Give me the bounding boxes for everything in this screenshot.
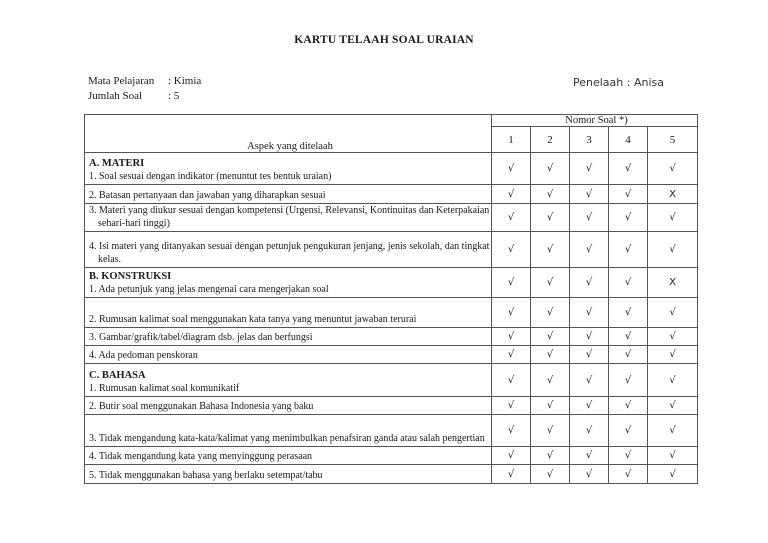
- aspect-item-text: 3. Materi yang diukur sesuai dengan kompetensi (Urgensi, Relevansi, Kontinuitas dan Keterpakaian sehari-hari tinggi): [89, 205, 490, 229]
- check-mark: √: [492, 397, 531, 415]
- check-mark: √: [609, 204, 648, 232]
- check-mark: √: [609, 447, 648, 465]
- check-mark: √: [570, 185, 609, 204]
- check-mark: √: [492, 364, 531, 397]
- aspect-cell: [85, 153, 492, 185]
- aspect-item-text: 4. Ada pedoman penskoran: [89, 350, 198, 361]
- check-mark: √: [492, 185, 531, 204]
- check-mark: √: [609, 364, 648, 397]
- table-row: [85, 328, 698, 346]
- cross-mark: X: [648, 268, 698, 298]
- aspect-item-text: 3. Gambar/grafik/tabel/diagram dsb. jelas dan berfungsi: [89, 332, 313, 343]
- table-row: [85, 204, 698, 232]
- aspect-item-text: 3. Tidak mengandung kata-kata/kalimat yang menimbulkan penafsiran ganda atau salah pengertian: [89, 433, 485, 444]
- aspect-cell: [85, 364, 492, 397]
- table-row: [85, 346, 698, 364]
- aspect-cell: [85, 298, 492, 328]
- check-mark: √: [648, 415, 698, 447]
- nomor-soal-header: Nomor Soal *): [492, 115, 698, 127]
- check-mark: √: [531, 153, 570, 185]
- section-heading: B. KONSTRUKSI: [89, 271, 172, 282]
- document-title: KARTU TELAAH SOAL URAIAN: [294, 34, 474, 46]
- check-mark: √: [609, 397, 648, 415]
- aspect-cell: [85, 447, 492, 465]
- subject-value: : Kimia: [168, 75, 202, 87]
- check-mark: √: [570, 415, 609, 447]
- aspect-cell: [85, 268, 492, 298]
- check-mark: √: [570, 298, 609, 328]
- check-mark: √: [609, 232, 648, 268]
- check-mark: √: [492, 346, 531, 364]
- aspect-cell: [85, 185, 492, 204]
- question-number: 5: [648, 127, 698, 153]
- question-number: 1: [492, 127, 531, 153]
- check-mark: √: [609, 346, 648, 364]
- aspect-header: Aspek yang ditelaah: [85, 115, 492, 153]
- check-mark: √: [531, 447, 570, 465]
- check-mark: √: [492, 268, 531, 298]
- check-mark: √: [570, 232, 609, 268]
- table-row: [85, 185, 698, 204]
- check-mark: √: [648, 153, 698, 185]
- check-mark: √: [648, 465, 698, 484]
- count-label: Jumlah Soal: [88, 90, 143, 102]
- check-mark: √: [609, 268, 648, 298]
- check-mark: √: [492, 465, 531, 484]
- aspect-item-text: 2. Butir soal menggunakan Bahasa Indonesia yang baku: [89, 401, 314, 412]
- check-mark: √: [570, 268, 609, 298]
- aspect-cell: [85, 328, 492, 346]
- check-mark: √: [609, 415, 648, 447]
- check-mark: √: [531, 397, 570, 415]
- check-mark: √: [531, 268, 570, 298]
- aspect-cell: [85, 346, 492, 364]
- check-mark: √: [648, 204, 698, 232]
- review-table: [84, 114, 698, 484]
- check-mark: √: [531, 415, 570, 447]
- check-mark: √: [570, 465, 609, 484]
- aspect-cell: [85, 397, 492, 415]
- count-value: : 5: [168, 90, 180, 102]
- check-mark: √: [570, 397, 609, 415]
- check-mark: √: [531, 328, 570, 346]
- check-mark: √: [492, 328, 531, 346]
- check-mark: √: [570, 346, 609, 364]
- aspect-item-text: 1. Ada petunjuk yang jelas mengenai cara mengerjakan soal: [89, 284, 329, 295]
- check-mark: √: [492, 415, 531, 447]
- table-row: [85, 364, 698, 397]
- check-mark: √: [531, 346, 570, 364]
- table-row: [85, 415, 698, 447]
- check-mark: √: [531, 232, 570, 268]
- check-mark: √: [531, 298, 570, 328]
- check-mark: √: [492, 447, 531, 465]
- subject-label: Mata Pelajaran: [88, 75, 155, 87]
- check-mark: √: [609, 298, 648, 328]
- question-number: 2: [531, 127, 570, 153]
- check-mark: √: [648, 328, 698, 346]
- table-row: [85, 397, 698, 415]
- table-row: [85, 268, 698, 298]
- aspect-cell: [85, 204, 492, 232]
- check-mark: √: [609, 328, 648, 346]
- table-row: [85, 153, 698, 185]
- check-mark: √: [648, 364, 698, 397]
- question-number: 3: [570, 127, 609, 153]
- aspect-item-text: 4. Tidak mengandung kata yang menyinggung perasaan: [89, 451, 313, 462]
- check-mark: √: [492, 232, 531, 268]
- check-mark: √: [648, 397, 698, 415]
- cross-mark: X: [648, 185, 698, 204]
- check-mark: √: [648, 447, 698, 465]
- check-mark: √: [492, 153, 531, 185]
- reviewer-label: Penelaah : Anisa: [573, 76, 664, 89]
- check-mark: √: [609, 153, 648, 185]
- check-mark: √: [570, 204, 609, 232]
- aspect-item-text: 1. Soal sesuai dengan indikator (menuntut tes bentuk uraian): [89, 171, 332, 182]
- table-row: [85, 232, 698, 268]
- table-row: [85, 298, 698, 328]
- check-mark: √: [570, 328, 609, 346]
- meta-block: [88, 74, 201, 104]
- table-row: [85, 465, 698, 484]
- aspect-item-text: 5. Tidak menggunakan bahasa yang berlaku setempat/tabu: [89, 470, 323, 481]
- table-row: [85, 447, 698, 465]
- check-mark: √: [609, 185, 648, 204]
- check-mark: √: [609, 465, 648, 484]
- aspect-cell: [85, 465, 492, 484]
- check-mark: √: [648, 232, 698, 268]
- check-mark: √: [570, 153, 609, 185]
- aspect-cell: [85, 232, 492, 268]
- section-heading: C. BAHASA: [89, 370, 146, 381]
- aspect-cell: [85, 415, 492, 447]
- check-mark: √: [531, 185, 570, 204]
- question-number: 4: [609, 127, 648, 153]
- aspect-item-text: 4. Isi materi yang ditanyakan sesuai dengan petunjuk pengukuran jenjang, jenis sekolah, dan tingkat kelas.: [89, 241, 490, 265]
- count-row: [88, 89, 201, 104]
- check-mark: √: [531, 465, 570, 484]
- aspect-item-text: 2. Rumusan kalimat soal menggunakan kata tanya yang menuntut jawaban terurai: [89, 314, 417, 325]
- aspect-item-text: 1. Rumusan kalimat soal komunikatif: [89, 383, 240, 394]
- check-mark: √: [648, 298, 698, 328]
- check-mark: √: [570, 447, 609, 465]
- check-mark: √: [492, 298, 531, 328]
- section-heading: A. MATERI: [89, 158, 145, 169]
- aspect-item-text: 2. Batasan pertanyaan dan jawaban yang diharapkan sesuai: [89, 190, 326, 201]
- check-mark: √: [648, 346, 698, 364]
- check-mark: √: [531, 204, 570, 232]
- subject-row: [88, 74, 201, 89]
- check-mark: √: [492, 204, 531, 232]
- check-mark: √: [570, 364, 609, 397]
- check-mark: √: [531, 364, 570, 397]
